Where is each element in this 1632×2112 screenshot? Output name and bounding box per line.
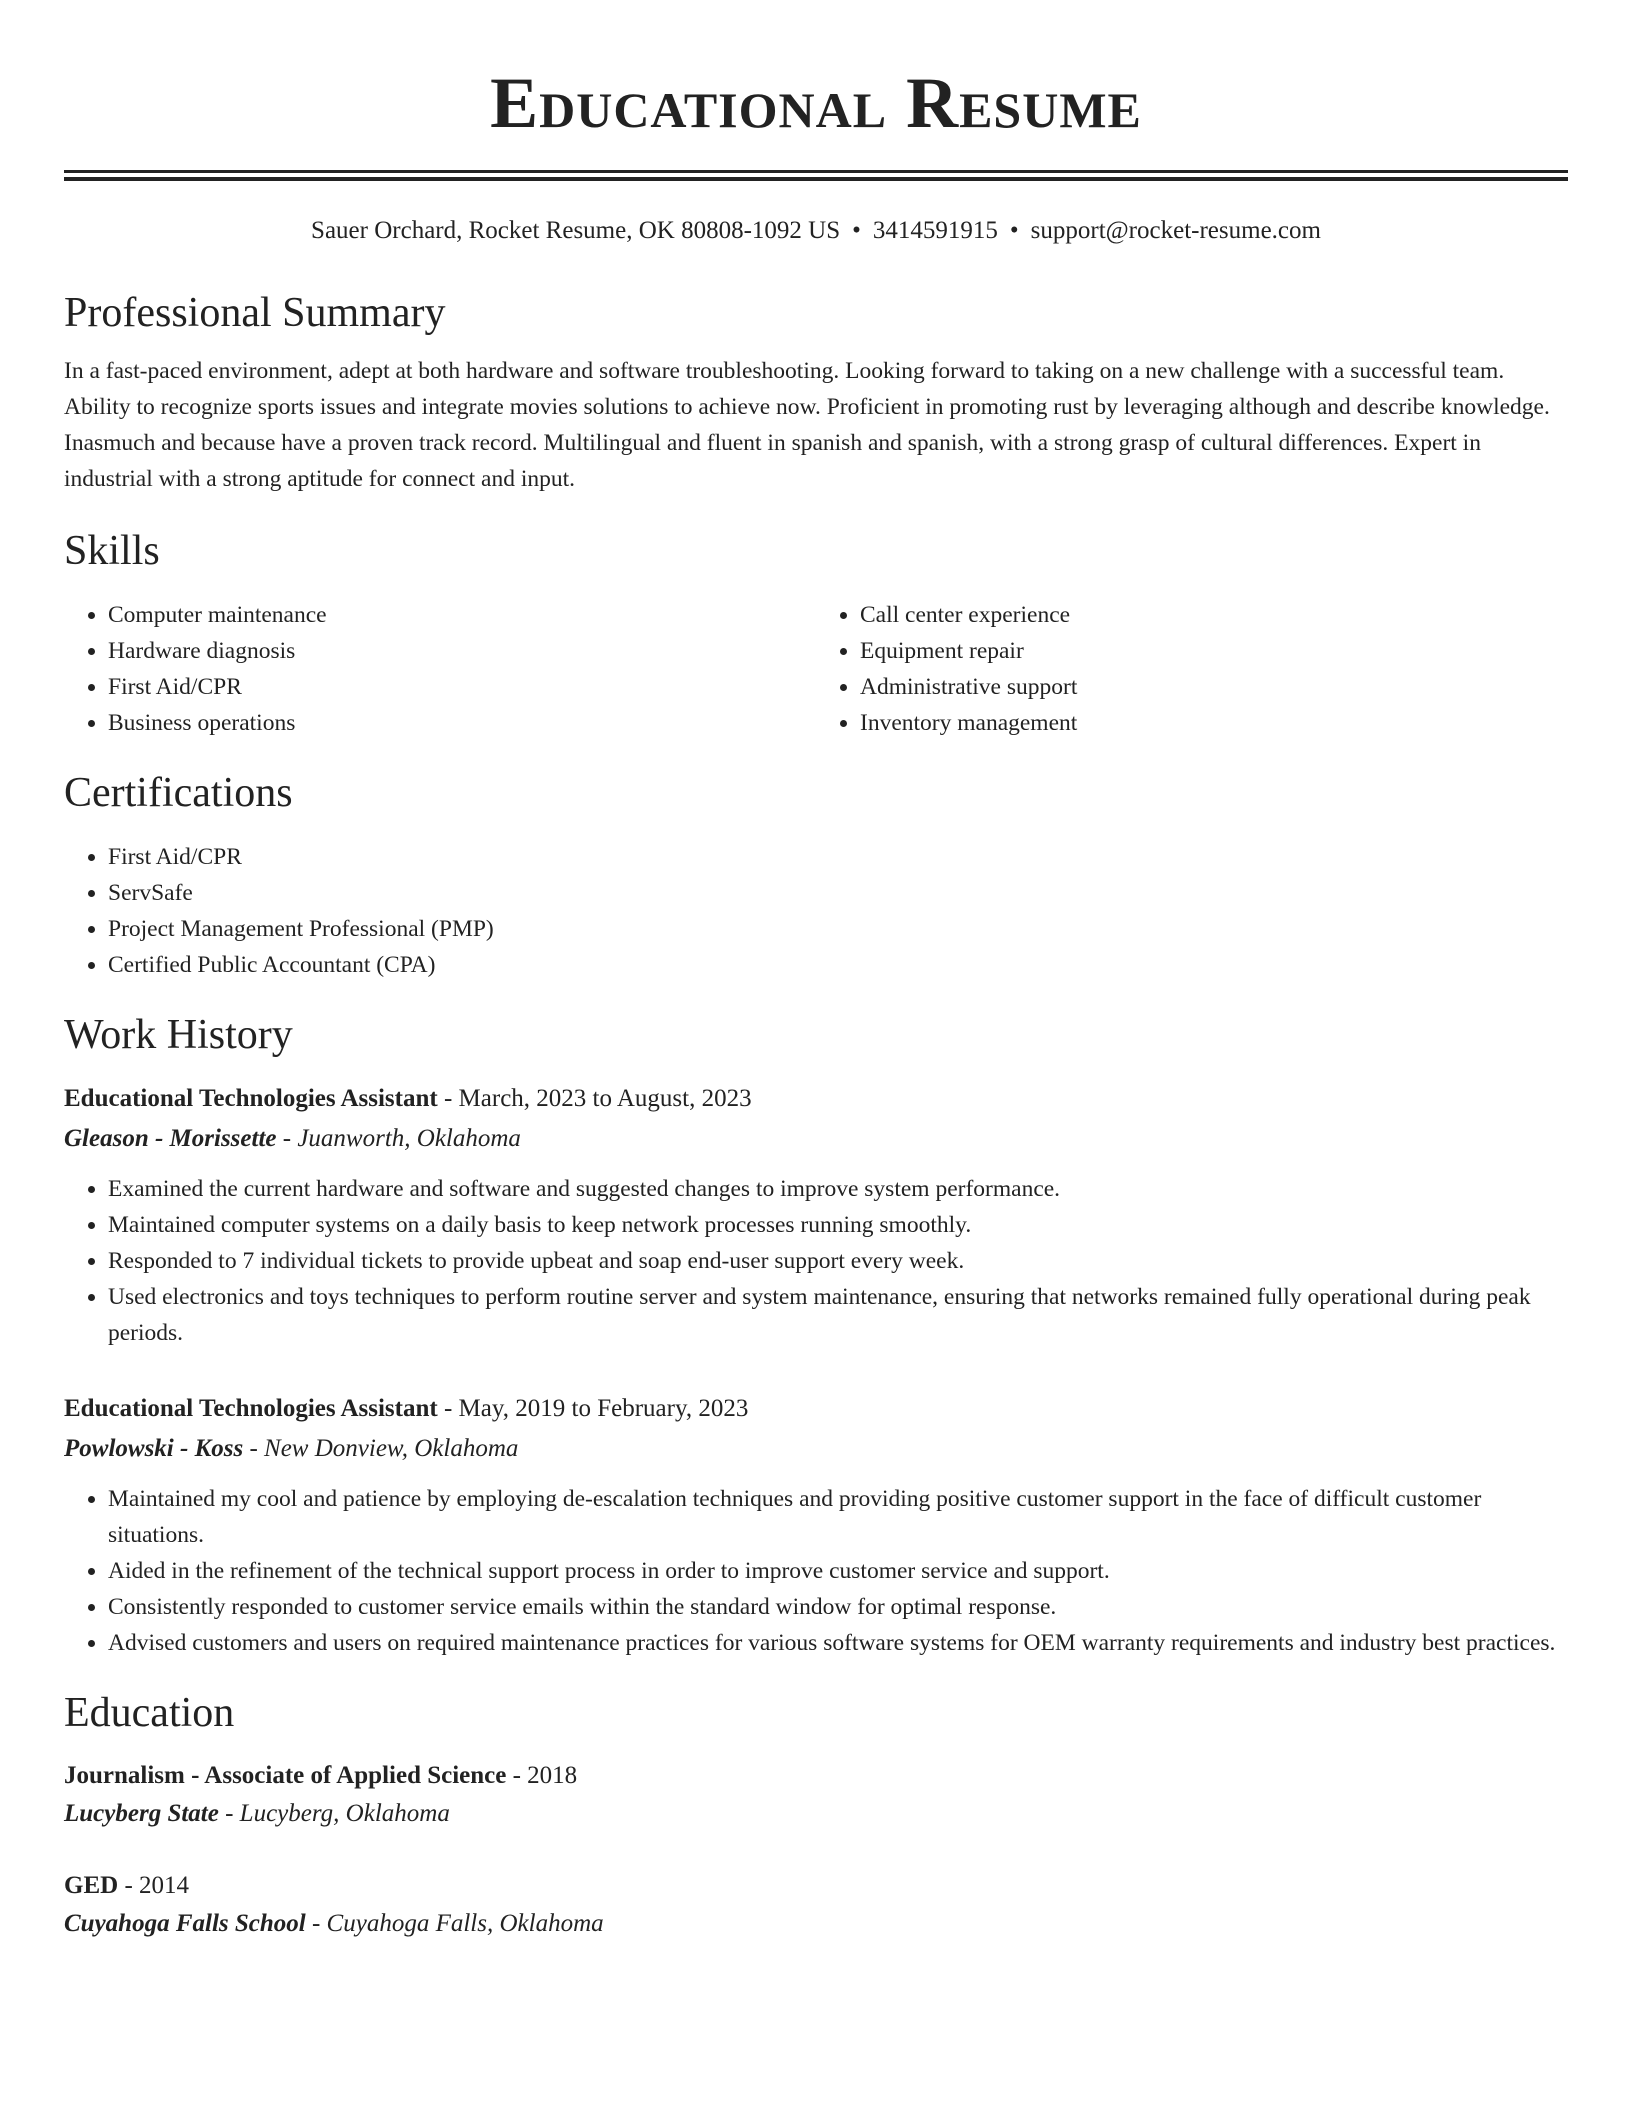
contact-phone: 3414591915 (872, 217, 998, 244)
job-company-line (64, 1429, 1568, 1469)
job-bullet: • Responded to 7 individual tickets to provide upbeat and soap end-user support every week. (108, 1243, 1568, 1279)
skill-item: • Administrative support (860, 669, 1568, 705)
education-location: - Cuyahoga Falls, Oklahoma (305, 1910, 604, 1937)
skill-item: • Business operations (108, 705, 816, 741)
skill-item: • Call center experience (860, 597, 1568, 633)
skill-item: • First Aid/CPR (108, 669, 816, 705)
job-entry (64, 1079, 1568, 1351)
certification-item: • ServSafe (108, 875, 1568, 911)
skill-item: • Computer maintenance (108, 597, 816, 633)
skills-heading: Skills (64, 528, 160, 574)
education-entry (64, 1867, 1568, 1943)
job-bullet: • Examined the current hardware and software and suggested changes to improve system performance. (108, 1171, 1568, 1207)
skills-list-left (64, 597, 816, 741)
education-heading: Education (64, 1690, 235, 1736)
skills-list-right (816, 597, 1568, 741)
job-dates: - May, 2019 to February, 2023 (437, 1395, 749, 1422)
job-bullet: • Maintained computer systems on a daily basis to keep network processes running smoothly. (108, 1207, 1568, 1243)
job-company-line (64, 1119, 1568, 1159)
contact-email: support@rocket-resume.com (1030, 217, 1321, 244)
contact-address: Sauer Orchard, Rocket Resume, OK 80808-1092 US (311, 217, 841, 244)
education-school-line (64, 1905, 1568, 1943)
job-bullets (64, 1171, 1568, 1351)
education-school-line (64, 1795, 1568, 1833)
title-divider (64, 170, 1568, 181)
summary-text: In a fast-paced environment, adept at both hardware and software troubleshooting. Looking forward to taking on a new challenge with a successful team. Ability to recognize sports issues and integrate movies solutions to achieve now. Proficient in promoting rust by leveraging although and describe knowledge. Inasmuch and because have a proven track record. Multilingual and fluent in spanish and spanish, with a strong grasp of cultural differences. Expert in industrial with a strong aptitude for connect and input. (64, 358, 1550, 492)
job-bullet: • Used electronics and toys techniques to perform routine server and system maintenance, ensuring that networks remained fully operational during peak periods. (108, 1279, 1568, 1351)
skill-item: • Equipment repair (860, 633, 1568, 669)
certifications-list (64, 839, 1568, 983)
job-location: - Juanworth, Oklahoma (276, 1125, 521, 1152)
job-entry (64, 1389, 1568, 1661)
job-bullet: • Consistently responded to customer service emails within the standard window for optimal response. (108, 1589, 1568, 1625)
contact-separator: • (852, 217, 861, 244)
certifications-heading: Certifications (64, 770, 293, 816)
job-bullet: • Aided in the refinement of the technical support process in order to improve customer service and support. (108, 1553, 1568, 1589)
education-location: - Lucyberg, Oklahoma (218, 1800, 450, 1827)
certification-item: • Certified Public Accountant (CPA) (108, 947, 1568, 983)
job-bullet: • Maintained my cool and patience by employing de-escalation techniques and providing positive customer support in the face of difficult customer situations. (108, 1481, 1568, 1553)
education-degree-line (64, 1867, 1568, 1905)
job-company: Powlowski - Koss (64, 1435, 244, 1462)
job-bullet: • Advised customers and users on required maintenance practices for various software systems for OEM warranty requirements and industry best practices. (108, 1625, 1568, 1661)
education-school: Lucyberg State (64, 1800, 219, 1827)
job-bullets (64, 1481, 1568, 1661)
contact-line (64, 215, 1568, 247)
skills-columns (64, 597, 1568, 741)
contact-separator: • (1009, 217, 1019, 244)
education-school: Cuyahoga Falls School (64, 1910, 306, 1937)
job-title-line (64, 1389, 1568, 1429)
certification-item: • First Aid/CPR (108, 839, 1568, 875)
education-year: - 2014 (118, 1872, 190, 1899)
education-degree-line (64, 1757, 1568, 1795)
certification-item: • Project Management Professional (PMP) (108, 911, 1568, 947)
job-location: - New Donview, Oklahoma (243, 1435, 519, 1462)
education-entry (64, 1757, 1568, 1833)
job-title: Educational Technologies Assistant (64, 1395, 438, 1422)
work-history-heading: Work History (64, 1012, 293, 1058)
skill-item: • Inventory management (860, 705, 1568, 741)
education-year: - 2018 (506, 1762, 578, 1789)
skill-item: • Hardware diagnosis (108, 633, 816, 669)
education-degree: GED (64, 1872, 119, 1899)
job-title: Educational Technologies Assistant (64, 1085, 438, 1112)
job-dates: - March, 2023 to August, 2023 (437, 1085, 752, 1112)
summary-heading: Professional Summary (64, 290, 446, 336)
job-company: Gleason - Morissette (64, 1125, 277, 1152)
education-degree: Journalism - Associate of Applied Science (64, 1762, 507, 1789)
job-title-line (64, 1079, 1568, 1119)
resume-title: Educational Resume (490, 63, 1142, 143)
